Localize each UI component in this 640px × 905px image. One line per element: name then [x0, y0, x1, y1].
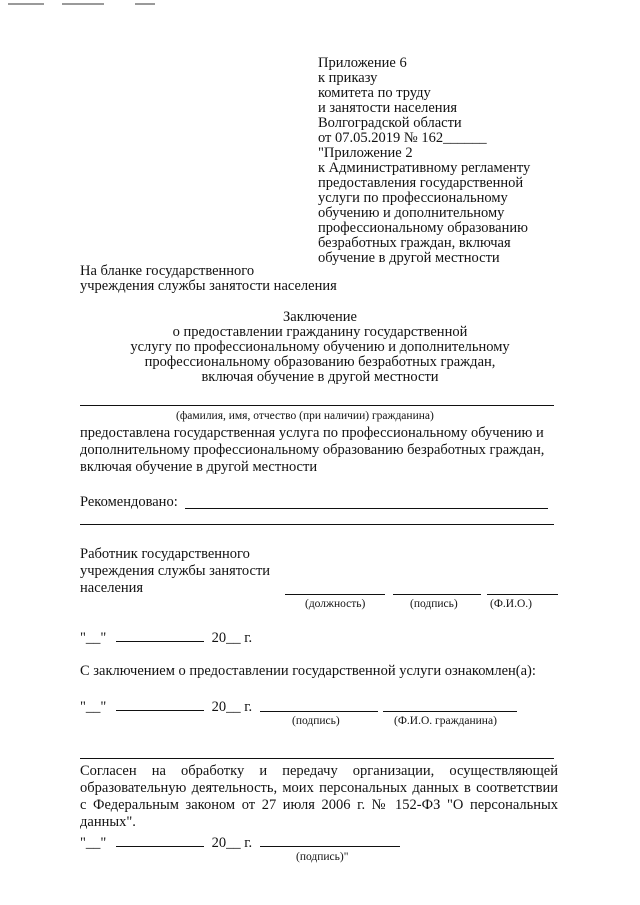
- date-year-blank: __: [226, 835, 241, 851]
- letterhead-note: [80, 264, 337, 294]
- letterhead-line: учреждения службы занятости населения: [80, 278, 337, 294]
- date-year-blank: __: [226, 630, 241, 646]
- date-quote-close: ": [100, 699, 107, 715]
- employee-line: населения: [80, 580, 144, 596]
- acquaint-text: С заключением о предоставлении государственной услуги ознакомлен(а):: [80, 663, 536, 679]
- citizen-fullname-line: [383, 711, 517, 712]
- annex6-line: Приложение 6: [318, 55, 407, 71]
- annex6-line: и занятости населения: [318, 100, 457, 116]
- date-year-prefix: 20: [211, 699, 227, 715]
- date-suffix: г.: [244, 699, 253, 715]
- date-day-blank: __: [85, 699, 101, 715]
- date-month-blank: [116, 698, 204, 711]
- citizen-signature-line: [260, 711, 378, 712]
- recommend-line: [185, 508, 548, 509]
- date-year-blank: __: [226, 699, 241, 715]
- title-line: включая обучение в другой местности: [201, 369, 439, 385]
- statement-line: дополнительному профессиональному образованию безработных граждан,: [80, 442, 545, 458]
- date-year-prefix: 20: [211, 835, 227, 851]
- citizen-fullname-caption: (Ф.И.О. гражданина): [394, 715, 497, 727]
- position-line: [285, 594, 385, 595]
- date-suffix: г.: [244, 835, 253, 851]
- date-month-blank: [116, 834, 204, 847]
- consent-signature-blank: [260, 834, 400, 847]
- title-line: услугу по профессиональному обучению и дополнительному: [130, 339, 510, 355]
- annex2-line: профессиональному образованию: [318, 220, 528, 236]
- letterhead-line: На бланке государственного: [80, 263, 255, 279]
- scan-artifact: [62, 3, 104, 5]
- annex2-line: к Административному регламенту: [318, 160, 531, 176]
- recommend-label: Рекомендовано:: [80, 494, 178, 510]
- annex6-line: к приказу: [318, 70, 378, 86]
- fullname-caption: (Ф.И.О.): [490, 598, 532, 610]
- citizen-name-caption: (фамилия, имя, отчество (при наличии) гражданина): [176, 410, 434, 422]
- annex2-line: "Приложение 2: [318, 145, 413, 161]
- annex2-block: [318, 146, 530, 266]
- date-quote-open: ": [80, 630, 86, 646]
- title-line: о предоставлении гражданину государственной: [172, 324, 468, 340]
- scan-artifact: [135, 3, 155, 5]
- date-day-blank: __: [85, 835, 101, 851]
- statement-line: предоставлена государственная услуга по профессиональному обучению и: [80, 425, 544, 441]
- signature-caption: (подпись): [410, 598, 458, 610]
- statement-line: включая обучение в другой местности: [80, 459, 318, 475]
- date-quote-open: ": [80, 699, 86, 715]
- annex2-line: обучению и дополнительному: [318, 205, 505, 221]
- annex6-line: Волгоградской области: [318, 115, 462, 131]
- date-row-2: [80, 698, 252, 716]
- annex2-line: обучение в другой местности: [318, 250, 500, 266]
- citizen-signature-caption: (подпись): [292, 715, 340, 727]
- title-heading: Заключение: [283, 309, 357, 325]
- consent-separator: [80, 758, 554, 759]
- date-day-blank: __: [85, 630, 101, 646]
- date-row-1: [80, 629, 252, 647]
- annex6-line: от 07.05.2019 № 162______: [318, 130, 487, 146]
- date-row-3: [80, 834, 400, 852]
- consent-signature-caption: (подпись)": [296, 851, 349, 863]
- date-quote-close: ": [100, 630, 107, 646]
- date-quote-open: ": [80, 835, 86, 851]
- annex6-block: [318, 56, 487, 146]
- document-title: [80, 310, 560, 385]
- position-caption: (должность): [305, 598, 366, 610]
- annex2-line: безработных граждан, включая: [318, 235, 511, 251]
- signature-line: [393, 594, 481, 595]
- employee-line: учреждения службы занятости: [80, 563, 271, 579]
- employee-block: [80, 546, 270, 597]
- date-quote-close: ": [100, 835, 107, 851]
- citizen-name-line: [80, 405, 554, 406]
- annex2-line: предоставления государственной: [318, 175, 524, 191]
- employee-line: Работник государственного: [80, 546, 250, 562]
- annex6-line: комитета по труду: [318, 85, 431, 101]
- annex2-line: услуги по профессиональному: [318, 190, 508, 206]
- date-suffix: г.: [244, 630, 253, 646]
- scan-artifact: [8, 3, 44, 5]
- date-month-blank: [116, 629, 204, 642]
- consent-paragraph: Согласен на обработку и передачу организации, осуществляющей образовательную деятельность, моих персональных данных в соответствии с Федеральным законом от 27 июля 2006 г. № 152-ФЗ "О персональных данных".: [80, 763, 558, 830]
- recommend-line-2: [80, 524, 554, 525]
- fullname-line: [487, 594, 558, 595]
- citizen-statement: [80, 425, 544, 476]
- date-year-prefix: 20: [211, 630, 227, 646]
- title-line: профессиональному образованию безработных граждан,: [144, 354, 496, 370]
